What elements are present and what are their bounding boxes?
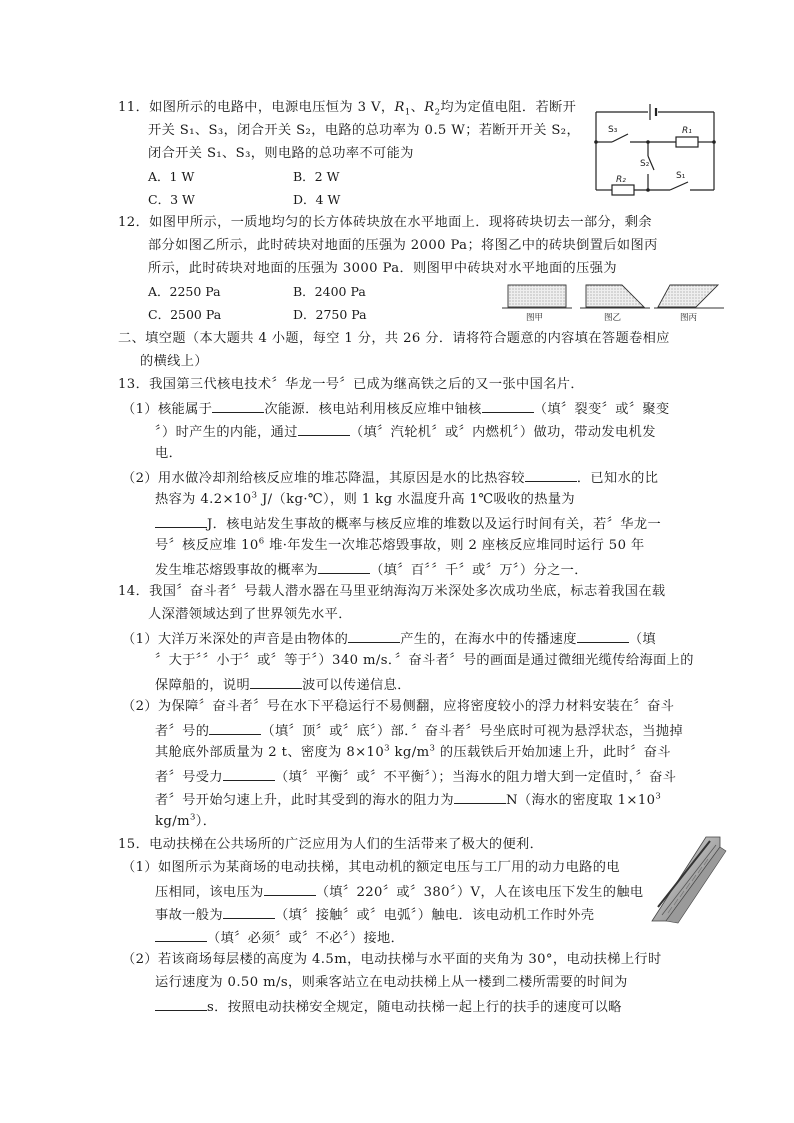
q13-stem: 13．我国第三代核电技术〞华龙一号〞已成为继高铁之后的又一张中国名片． — [118, 377, 584, 392]
q12-option-d[interactable]: D．2750 Pa — [293, 307, 367, 322]
q11-option-a[interactable]: A．1 W — [148, 169, 195, 184]
fig-label-r1: R₁ — [682, 126, 692, 136]
q11-line3: 闭合开关 S₁、S₃，则电路的总功率不可能为 — [148, 146, 414, 161]
q15-part1-line2: 压相同，该电压为 （填〞220〞或〞380〞）V，人在该电压下发生的触电 — [155, 881, 644, 903]
q15-blank-4[interactable] — [155, 996, 207, 1011]
q14-part1-line1: （1）大洋万米深处的声音是由物体的 产生的，在海水中的传播速度 （填 — [122, 628, 656, 650]
q15-blank-1[interactable] — [264, 881, 316, 896]
q13-blank-2[interactable] — [482, 398, 534, 413]
fig-label-s2: S₂ — [640, 159, 650, 169]
q14-stem-line1: 14．我国〞奋斗者〞号载人潜水器在马里亚纳海沟万米深处多次成功坐底，标志着我国在载 — [118, 584, 666, 599]
q14-blank-1[interactable] — [348, 628, 400, 643]
q13-part2-line5: 发生堆芯熔毁事故的概率为 （填〞百〞〞千〞或〞万〞）分之一． — [155, 559, 588, 581]
q12-line3: 所示，此时砖块对地面的压强为 3000 Pa．则图甲中砖块对水平地面的压强为 — [148, 261, 617, 276]
q15-blank-2[interactable] — [223, 904, 275, 919]
q13-blank-5[interactable] — [155, 513, 207, 528]
q13-part1-line3: 电． — [155, 446, 183, 461]
q15-part2-line3: s．按照电动扶梯安全规定，随电动扶梯一起上行的扶手的速度可以略 — [155, 996, 622, 1018]
q14-part2-line5: 者〞号开始匀速上升，此时其受到的海水的阻力为 N（海水的密度取 $1\times 10^3$ — [155, 789, 661, 811]
q11-line2: 开关 S₁、S₃，闭合开关 S₂，电路的总功率为 0.5 W；若断开开关 S₂， — [148, 123, 581, 138]
fig-label-yi: 图乙 — [604, 313, 622, 323]
q13-part2-line4: 号〞核反应堆 $10^6$ 堆·年发生一次堆芯熔毁事故，则 2 座核反应堆同时运行 50 年 — [155, 536, 645, 553]
q13-part2-line1: （2）用水做冷却剂给核反应堆的堆芯降温，其原因是水的比热容较 ．已知水的比 — [122, 467, 658, 489]
q14-part2-line2: 者〞号的 （填〞顶〞或〞底〞）部．〞奋斗者〞号坐底时可视为悬浮状态，当抛掉 — [155, 720, 683, 742]
q13-blank-1[interactable] — [212, 398, 264, 413]
q14-part2-line3: 其舱底外部质量为 2 t、密度为 $8\times 10^3$ $kg/m^3$ 的压载铁后开始加速上升，此时〞奋斗 — [155, 743, 671, 760]
brick-fig-bing — [658, 285, 718, 307]
q12-line2: 部分如图乙所示，此时砖块对地面的压强为 2000 Pa；将图乙中的砖块倒置后如图丙 — [148, 238, 658, 253]
q14-part1-line3: 保障船的，说明 波可以传递信息． — [155, 674, 411, 696]
q14-part2-line4: 者〞号受力 （填〞平衡〞或〞不平衡〞）；当海水的阻力增大到一定值时，〞奋斗 — [155, 766, 676, 788]
q13-part1-line2: 〞）时产生的内能，通过 （填〞汽轮机〞或〞内燃机〞）做功，带动发电机发 — [155, 421, 656, 443]
fig-label-r2: R₂ — [616, 175, 626, 185]
q14-part2-line6: $kg/m^3$）． — [155, 812, 217, 829]
q14-blank-2[interactable] — [577, 628, 629, 643]
q14-part2-line1: （2）为保障〞奋斗者〞号在水下平稳运行不易侧翻，应将密度较小的浮力材料安装在〞奋斗 — [122, 699, 675, 714]
q14-part1-line2: 〞大于〞〞小于〞或〞等于〞）340 m/s．〞奋斗者〞号的画面是通过微细光缆传给海面上的 — [155, 653, 694, 668]
q15-part1-line4: （填〞必须〞或〞不必〞）接地． — [155, 927, 404, 949]
q12-option-b[interactable]: B．2400 Pa — [293, 284, 366, 299]
q11-option-c[interactable]: C．3 W — [148, 192, 195, 207]
q15-stem: 15．电动扶梯在公共场所的广泛应用为人们的生活带来了极大的便利． — [118, 837, 544, 852]
fig-label-s1: S₁ — [676, 171, 686, 181]
q12-option-a[interactable]: A．2250 Pa — [148, 284, 221, 299]
q13-blank-3[interactable] — [298, 421, 350, 436]
q11-line1: 11．如图所示的电路中，电源电压恒为 3 V，$R_1$、$R_2$均为定值电阻．若断开 — [118, 100, 577, 118]
q13-part2-line3: J．核电站发生事故的概率与核反应堆的堆数以及运行时间有关，若〞华龙一 — [155, 513, 661, 535]
q12-brick-figures — [500, 282, 725, 324]
q12-option-c[interactable]: C．2500 Pa — [148, 307, 222, 322]
q14-blank-4[interactable] — [209, 720, 261, 735]
q11-circuit-figure — [590, 98, 725, 198]
q11-option-b[interactable]: B．2 W — [293, 169, 340, 184]
q11-option-d[interactable]: D．4 W — [293, 192, 341, 207]
q15-part1-line3: 事故一般为 （填〞接触〞或〞电弧〞）触电．该电动机工作时外壳 — [155, 904, 594, 926]
q15-part2-line1: （2）若该商场每层楼的高度为 4.5m，电动扶梯与水平面的夹角为 30°，电动扶梯上行时 — [122, 952, 662, 967]
q13-blank-6[interactable] — [318, 559, 370, 574]
fig-label-jia: 图甲 — [526, 313, 544, 323]
brick-fig-yi — [586, 285, 644, 307]
brick-fig-jia — [508, 285, 566, 307]
section2-heading: 二、填空题（本大题共 4 小题，每空 1 分，共 26 分．请将符合题意的内容填在答题卷相应 — [118, 331, 670, 346]
q13-part1-line1: （1）核能属于 次能源．核电站利用核反应堆中铀核 （填〞裂变〞或〞聚变 — [122, 398, 670, 420]
q14-blank-5[interactable] — [223, 766, 275, 781]
q13-part2-line2: 热容为 $4.2\times 10^3$ J/（kg·℃），则 1 kg 水温度升高 1℃吸收的热量为 — [155, 490, 576, 507]
fig-label-bing: 图丙 — [680, 313, 698, 323]
fig-label-s3: S₃ — [608, 125, 618, 135]
q12-line1: 12．如图甲所示，一质地均匀的长方体砖块放在水平地面上．现将砖块切去一部分，剩余 — [118, 215, 652, 230]
section2-heading-line2: 的横线上） — [140, 354, 208, 369]
q14-blank-6[interactable] — [454, 789, 506, 804]
q15-part2-line2: 运行速度为 0.50 m/s，则乘客站立在电动扶梯上从一楼到二楼所需要的时间为 — [155, 975, 628, 990]
q15-blank-3[interactable] — [155, 927, 207, 942]
q15-part1-line1: （1）如图所示为某商场的电动扶梯，其电动机的额定电压与工厂用的动力电路的电 — [122, 860, 620, 875]
q13-blank-4[interactable] — [525, 467, 577, 482]
q14-blank-3[interactable] — [250, 674, 302, 689]
escalator-figure — [648, 835, 728, 927]
q14-stem-line2: 人深潜领域达到了世界领先水平． — [148, 607, 352, 622]
